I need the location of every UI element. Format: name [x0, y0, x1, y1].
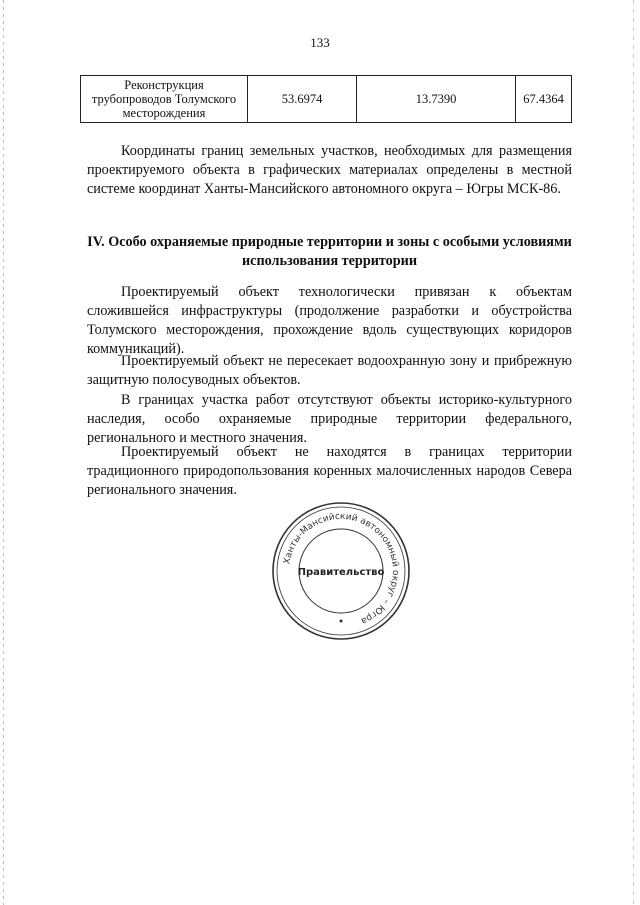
table-cell-object-name: Реконструкция трубопроводов Толумского месторождения: [81, 76, 248, 123]
section-heading: IV. Особо охраняемые природные территории и зоны с особыми условиями использования территории: [87, 234, 572, 269]
paragraph: Проектируемый объект технологически привязан к объектам сложившейся инфраструктуры (продолжение разработки и обустройства Толумского месторождения, прохождение вдоль существующих коридоров коммуникаций).: [87, 284, 572, 357]
seal-center-text: Правительство: [297, 567, 385, 578]
paragraph-coordinates: Координаты границ земельных участков, необходимых для размещения проектируемого объекта в графических материалах определены в местной системе координат Ханты-Мансийского автономного округа – Югры МСК-86.: [87, 143, 572, 197]
seal-dot-icon: [340, 620, 343, 623]
page-scan-edge-left: [3, 0, 4, 905]
page-scan-edge-right: [633, 0, 634, 905]
paragraph: Проектируемый объект не находятся в границах территории традиционного природопользования коренных малочисленных народов Севера регионального значения.: [87, 444, 572, 498]
table-row: [81, 76, 572, 123]
paragraph: Проектируемый объект не пересекает водоохранную зону и прибрежную защитную полосуводных объектов.: [87, 353, 572, 388]
official-seal-stamp: [270, 500, 412, 642]
table-cell-value: 53.6974: [248, 76, 357, 123]
table-cell-value: 13.7390: [357, 76, 516, 123]
page-number: 133: [310, 35, 330, 50]
seal-ring-textpath: Ханты-Мансийский автономный округ – Югра: [282, 511, 401, 626]
paragraph: В границах участка работ отсутствуют объекты историко-культурного наследия, особо охраняемые природные территории федерального, регионального и местного значения.: [87, 392, 572, 446]
coordinates-table: [80, 75, 572, 123]
table-cell-value: 67.4364: [516, 76, 572, 123]
